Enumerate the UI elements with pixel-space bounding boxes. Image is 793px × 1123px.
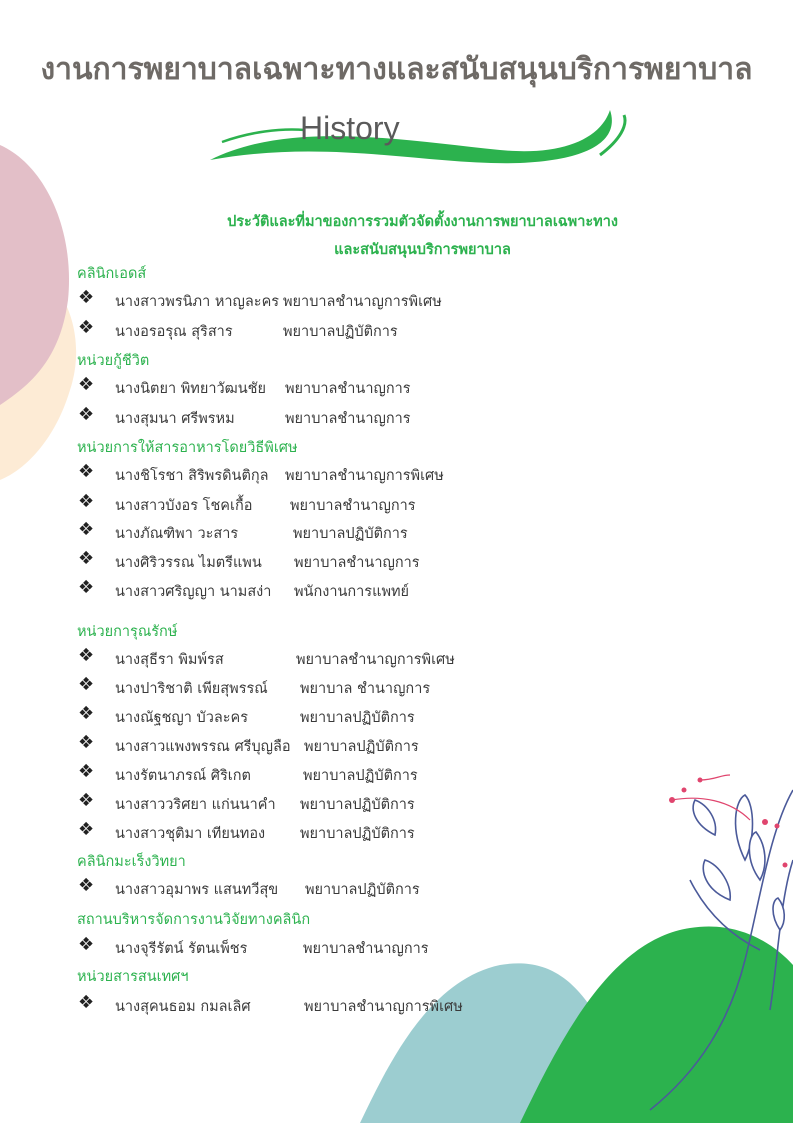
list-item [78, 674, 538, 701]
list-item [78, 519, 538, 546]
staff-position: พยาบาลชำนาญการพิเศษ [296, 652, 455, 668]
list-item [78, 992, 538, 1019]
diamond-bullet-icon: ❖ [78, 761, 95, 782]
diamond-bullet-icon: ❖ [78, 577, 95, 598]
diamond-bullet-icon: ❖ [78, 317, 95, 338]
list-item [78, 819, 538, 846]
list-item [78, 404, 538, 431]
diamond-bullet-icon: ❖ [78, 934, 95, 955]
staff-position: พนักงานการแพทย์ [294, 584, 410, 600]
staff-name: นางชิโรชา สิริพรดินติกุล [115, 468, 269, 484]
staff-position: พยาบาล ชำนาญการ [300, 681, 431, 697]
staff-name: นางสาววริศยา แก่นนาคำ [115, 797, 276, 813]
diamond-bullet-icon: ❖ [78, 491, 95, 512]
section-heading: หน่วยการให้สารอาหารโดยวิธีพิเศษ [77, 440, 298, 456]
staff-name: นางศิริวรรณ ไมตรีแพน [115, 555, 262, 571]
staff-position: พยาบาลปฏิบัติการ [305, 882, 420, 898]
list-item [78, 790, 538, 817]
diamond-bullet-icon: ❖ [78, 404, 95, 425]
list-item [78, 548, 538, 575]
staff-position: พยาบาลชำนาญการพิเศษ [283, 294, 442, 310]
section-heading: สถานบริหารจัดการงานวิจัยทางคลินิก [77, 912, 311, 928]
staff-position: พยาบาลชำนาญการ [285, 411, 411, 427]
list-item [78, 875, 538, 902]
staff-position: พยาบาลชำนาญการ [290, 498, 416, 514]
staff-name: นางสาวบังอร โชคเกื้อ [115, 498, 253, 514]
diamond-bullet-icon: ❖ [78, 519, 95, 540]
list-item [78, 934, 538, 961]
staff-position: พยาบาลชำนาญการ [303, 941, 429, 957]
list-item [78, 761, 538, 788]
section-heading: หน่วยสารสนเทศฯ [77, 969, 189, 985]
diamond-bullet-icon: ❖ [78, 461, 95, 482]
staff-name: นางสาวศริญญา นามสง่า [115, 584, 272, 600]
section-heading: หน่วยกู้ชีวิต [77, 353, 150, 369]
section-heading: คลินิกเอดส์ [77, 266, 147, 282]
diamond-bullet-icon: ❖ [78, 287, 95, 308]
staff-name: นางสาวชุติมา เทียนทอง [115, 826, 266, 842]
staff-position: พยาบาลปฏิบัติการ [300, 797, 415, 813]
subtitle-line-1: ประวัติและที่มาของการรวมตัวจัดตั้งงานการพยาบาลเฉพาะทาง [227, 214, 618, 230]
section-heading: คลินิกมะเร็งวิทยา [77, 854, 186, 870]
diamond-bullet-icon: ❖ [78, 548, 95, 569]
staff-name: นางณัฐชญา บัวละคร [115, 710, 249, 726]
staff-position: พยาบาลชำนาญการ [294, 555, 420, 571]
diamond-bullet-icon: ❖ [78, 790, 95, 811]
staff-name: นางสาวพรนิภา หาญละคร [115, 294, 280, 310]
diamond-bullet-icon: ❖ [78, 992, 95, 1013]
list-item [78, 374, 538, 401]
staff-name: นางรัตนาภรณ์ ศิริเกต [115, 768, 251, 784]
staff-name: นางอรอรุณ สุริสาร [115, 324, 233, 340]
list-item [78, 461, 538, 488]
page-title: งานการพยาบาลเฉพาะทางและสนับสนุนบริการพยาบาล [40, 52, 753, 87]
diamond-bullet-icon: ❖ [78, 703, 95, 724]
staff-position: พยาบาลปฏิบัติการ [293, 526, 408, 542]
staff-name: นางจุรีรัตน์ รัตนเพ็ชร [115, 941, 248, 957]
staff-position: พยาบาลปฏิบัติการ [304, 739, 419, 755]
staff-position: พยาบาลปฏิบัติการ [300, 826, 415, 842]
list-item [78, 577, 538, 604]
staff-name: นางสุคนธอม กมลเลิศ [115, 999, 251, 1015]
list-item [78, 645, 538, 672]
diamond-bullet-icon: ❖ [78, 645, 95, 666]
diamond-bullet-icon: ❖ [78, 875, 95, 896]
history-heading: History [300, 110, 400, 146]
staff-name: นางปาริชาติ เพียสุพรรณ์ [115, 681, 268, 697]
list-item [78, 732, 538, 759]
staff-name: นางสุมนา ศรีพรหม [115, 411, 235, 427]
staff-position: พยาบาลปฏิบัติการ [283, 324, 398, 340]
staff-position: พยาบาลชำนาญการ [285, 381, 411, 397]
staff-name: นางสาวอุมาพร แสนทวีสุข [115, 882, 279, 898]
diamond-bullet-icon: ❖ [78, 732, 95, 753]
staff-position: พยาบาลชำนาญการพิเศษ [304, 999, 463, 1015]
staff-name: นางภัณฑิพา วะสาร [115, 526, 239, 542]
diamond-bullet-icon: ❖ [78, 374, 95, 395]
staff-position: พยาบาลปฏิบัติการ [300, 710, 415, 726]
diamond-bullet-icon: ❖ [78, 819, 95, 840]
diamond-bullet-icon: ❖ [78, 674, 95, 695]
staff-position: พยาบาลปฏิบัติการ [303, 768, 418, 784]
section-heading: หน่วยการุณรักษ์ [77, 624, 178, 640]
list-item [78, 491, 538, 518]
subtitle-line-2: และสนับสนุนบริการพยาบาล [334, 242, 511, 258]
list-item [78, 317, 538, 344]
staff-name: นางสุธีรา พิมพ์รส [115, 652, 224, 668]
staff-name: นางสาวแพงพรรณ ศรีบุญลือ [115, 739, 291, 755]
staff-position: พยาบาลชำนาญการพิเศษ [285, 468, 444, 484]
history-swoosh [210, 110, 612, 163]
list-item [78, 287, 538, 314]
list-item [78, 703, 538, 730]
staff-name: นางนิตยา พิทยาวัฒนชัย [115, 381, 266, 397]
